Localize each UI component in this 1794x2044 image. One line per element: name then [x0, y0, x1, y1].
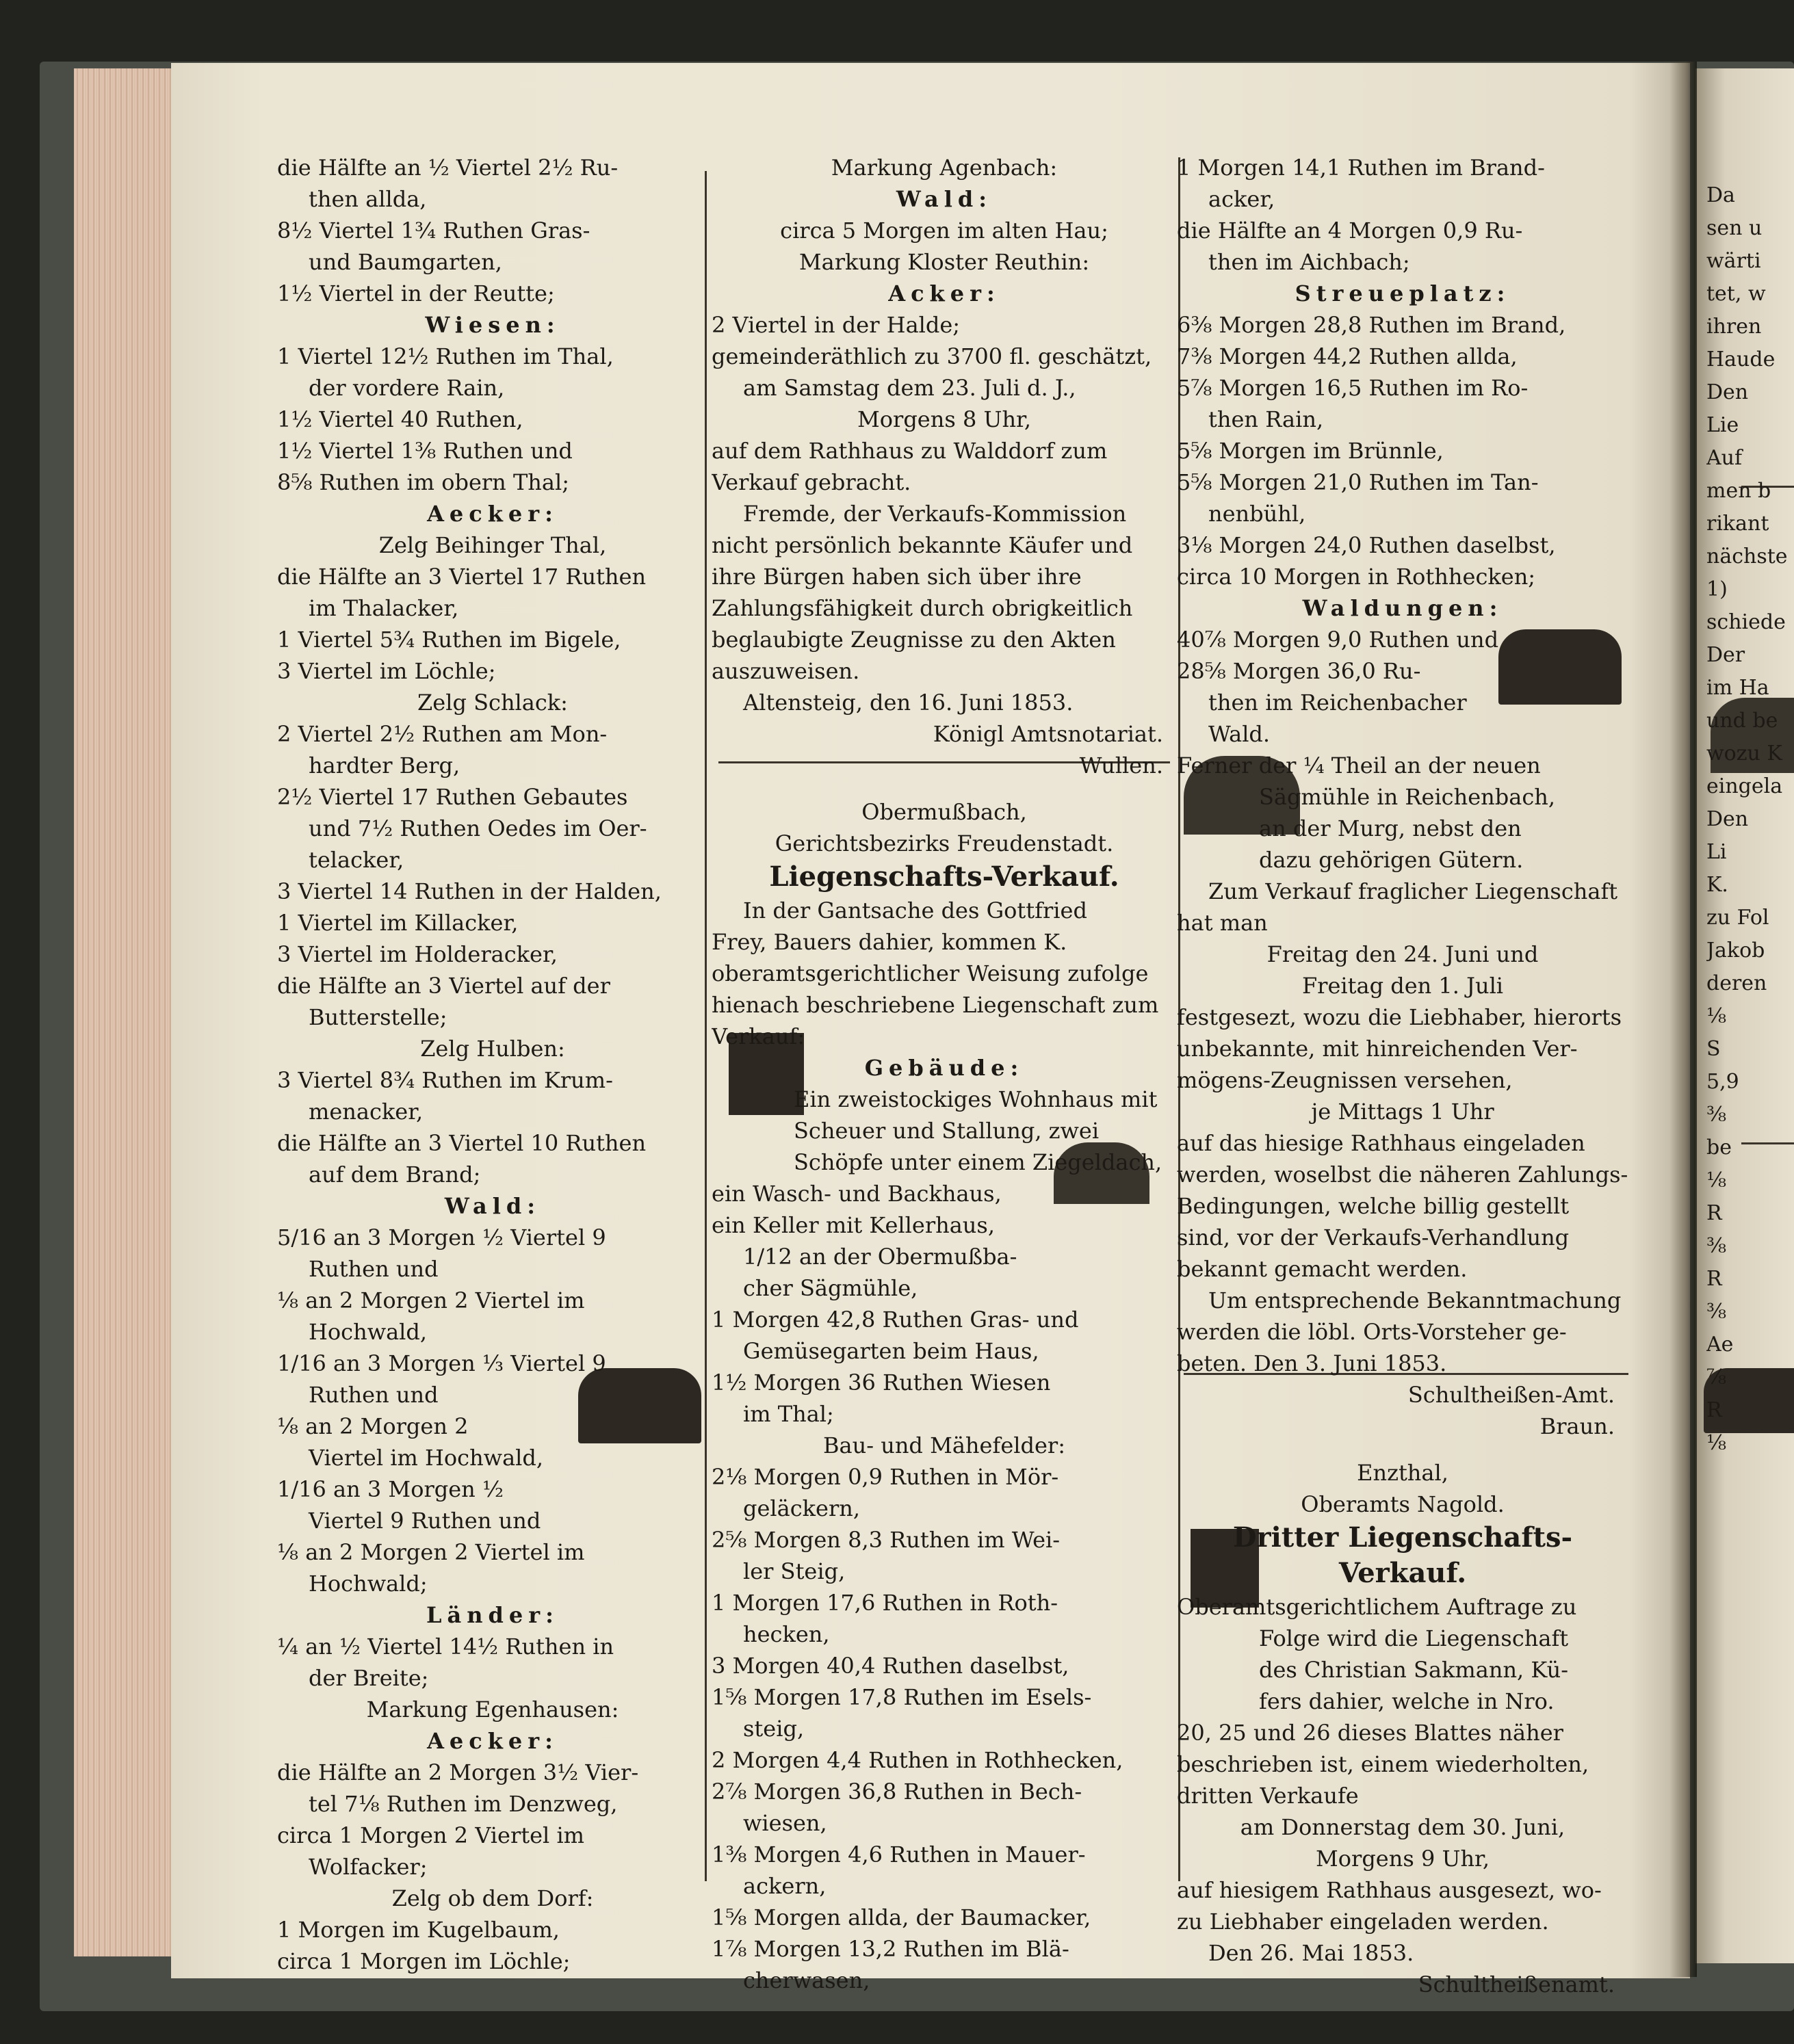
text-line: Lie: [1706, 413, 1739, 437]
text-line: 20, 25 und 26 dieses Blattes näher: [1177, 1720, 1563, 1746]
text-line: Da: [1706, 183, 1735, 207]
text-line: 1 Morgen 42,8 Ruthen Gras- und: [712, 1307, 1079, 1333]
text-line: Zelg ob dem Dorf:: [391, 1885, 594, 1911]
text-line: 5⅝ Morgen 21,0 Ruthen im Tan-: [1177, 469, 1539, 495]
text-line: 2⅞ Morgen 36,8 Ruthen in Bech-: [712, 1779, 1082, 1805]
text-line: S: [1706, 1037, 1721, 1061]
text-line: Aecker:: [427, 501, 558, 527]
text-line: die Hälfte an 4 Morgen 0,9 Ru-: [1177, 218, 1523, 244]
text-line: then Rain,: [1208, 406, 1324, 432]
column-3: [1177, 152, 1628, 2000]
text-line: je Mittags 1 Uhr: [1311, 1099, 1494, 1125]
text-line: Enzthal,: [1357, 1460, 1448, 1486]
text-line: Länder:: [426, 1602, 559, 1628]
text-line: then allda,: [309, 186, 427, 212]
text-line: 1): [1706, 577, 1728, 601]
text-line: Wullen.: [1079, 752, 1163, 778]
text-line: Hochwald,: [309, 1319, 428, 1345]
text-line: 28⅝ Morgen 36,0 Ru-: [1177, 658, 1421, 684]
text-line: be: [1706, 1136, 1732, 1159]
text-line: am Donnerstag dem 30. Juni,: [1240, 1814, 1565, 1840]
text-line: circa 10 Morgen in Rothhecken;: [1177, 564, 1536, 590]
text-line: und Baumgarten,: [309, 249, 502, 275]
text-line: zu Liebhaber eingeladen werden.: [1177, 1909, 1549, 1935]
text-line: ⅜: [1706, 1234, 1727, 1258]
text-line: Auf: [1706, 446, 1743, 470]
text-line: auf hiesigem Rathhaus ausgesezt, wo-: [1177, 1877, 1602, 1903]
text-line: Zelg Schlack:: [417, 690, 568, 716]
text-line: Schultheißen-Amt.: [1407, 1382, 1615, 1408]
text-line: Hochwald;: [309, 1571, 428, 1597]
text-line: schiede: [1706, 610, 1786, 634]
text-line: 1½ Viertel in der Reutte;: [277, 280, 555, 306]
text-line: [1177, 1442, 1628, 1457]
text-line: 2⅝ Morgen 8,3 Ruthen im Wei-: [712, 1527, 1061, 1553]
text-line: Gebäude:: [864, 1055, 1024, 1081]
text-line: circa 1 Morgen 2 Viertel im: [277, 1822, 585, 1848]
text-line: Wald.: [1208, 721, 1271, 747]
text-line: nenbühl,: [1208, 501, 1306, 527]
text-line: Oberamtsgerichtlichem Auftrage zu: [1177, 1594, 1577, 1620]
text-line: Markung Kloster Reuthin:: [798, 249, 1090, 275]
text-line: wiesen,: [743, 1810, 827, 1836]
text-line: Um entsprechende Bekanntmachung: [1208, 1287, 1622, 1313]
text-line: oberamtsgerichtlicher Weisung zufolge: [712, 960, 1149, 986]
text-line: 8½ Viertel 1¾ Ruthen Gras-: [277, 218, 590, 244]
text-line: [712, 781, 1177, 796]
text-line: im Thalacker,: [309, 595, 459, 621]
text-line: Wald:: [896, 186, 993, 212]
text-line: ihren: [1706, 315, 1762, 339]
text-line: dazu gehörigen Gütern.: [1259, 847, 1524, 873]
text-line: zu Fol: [1706, 906, 1769, 930]
text-line: Oberamts Nagold.: [1301, 1491, 1505, 1517]
text-line: 2 Viertel 2½ Ruthen am Mon-: [277, 721, 608, 747]
text-line: circa 1 Morgen im Löchle;: [277, 1948, 571, 1974]
text-line: sind, vor der Verkaufs-Verhandlung: [1177, 1224, 1570, 1250]
text-line: Sägmühle in Reichenbach,: [1259, 784, 1556, 810]
text-line: 1½ Morgen 36 Ruthen Wiesen: [712, 1370, 1051, 1396]
text-line: gemeinderäthlich zu 3700 fl. geschätzt,: [712, 343, 1152, 369]
text-line: Dritter Liegenschafts-: [1232, 1521, 1573, 1554]
text-line: beten. Den 3. Juni 1853.: [1177, 1350, 1447, 1376]
text-line: ⅞: [1706, 1365, 1727, 1389]
text-line: eingela: [1706, 774, 1783, 798]
text-line: Bedingungen, welche billig gestellt: [1177, 1193, 1570, 1219]
text-line: Schöpfe unter einem Ziegeldach,: [794, 1149, 1162, 1175]
text-line: Viertel 9 Ruthen und: [309, 1508, 541, 1534]
text-line: 3 Viertel 14 Ruthen in der Halden,: [277, 878, 662, 904]
text-line: Der: [1706, 643, 1745, 667]
text-line: der vordere Rain,: [309, 375, 505, 401]
text-line: die Hälfte an 3 Viertel 10 Ruthen: [277, 1130, 647, 1156]
text-line: 5⅞ Morgen 16,5 Ruthen im Ro-: [1177, 375, 1529, 401]
text-line: Gerichtsbezirks Freudenstadt.: [775, 830, 1114, 856]
text-line: Li: [1706, 840, 1727, 864]
text-line: Den 26. Mai 1853.: [1208, 1940, 1414, 1966]
text-line: Morgens 8 Uhr,: [857, 406, 1031, 432]
text-line: ⅛: [1706, 1168, 1727, 1192]
text-line: Schultheißenamt.: [1418, 1971, 1615, 1997]
text-line: 2⅛ Morgen 0,9 Ruthen in Mör-: [712, 1464, 1059, 1490]
text-line: im Thal;: [743, 1401, 834, 1427]
text-line: 1 Morgen 14,1 Ruthen im Brand-: [1177, 155, 1545, 181]
text-line: 1 Morgen im Kugelbaum,: [277, 1917, 560, 1943]
text-line: tel 7⅛ Ruthen im Denzweg,: [309, 1791, 618, 1817]
text-line: 1 Viertel im Killacker,: [277, 910, 519, 936]
text-line: deren: [1706, 971, 1767, 995]
text-line: ihre Bürgen haben sich über ihre: [712, 564, 1082, 590]
text-line: ein Keller mit Kellerhaus,: [712, 1212, 995, 1238]
text-line: nicht persönlich bekannte Käufer und: [712, 532, 1133, 558]
text-line: ⅜: [1706, 1300, 1727, 1324]
text-line: 1⅜ Morgen 4,6 Ruthen in Mauer-: [712, 1842, 1086, 1868]
text-line: men b: [1706, 479, 1771, 503]
column-1: [277, 152, 708, 1977]
text-line: In der Gantsache des Gottfried: [743, 897, 1087, 923]
text-line: Königl Amtsnotariat.: [933, 721, 1163, 747]
text-line: 3 Morgen 40,4 Ruthen daselbst,: [712, 1653, 1069, 1679]
text-line: 3 Viertel im Holderacker,: [277, 941, 558, 967]
text-line: Waldungen:: [1302, 595, 1503, 621]
text-line: auf das hiesige Rathhaus eingeladen: [1177, 1130, 1585, 1156]
text-line: Fremde, der Verkaufs-Kommission: [743, 501, 1127, 527]
text-line: 7⅜ Morgen 44,2 Ruthen allda,: [1177, 343, 1518, 369]
text-line: steig,: [743, 1716, 805, 1742]
text-line: 1⅞ Morgen 13,2 Ruthen im Blä-: [712, 1936, 1069, 1962]
text-line: 6⅜ Morgen 28,8 Ruthen im Brand,: [1177, 312, 1566, 338]
text-line: Scheuer und Stallung, zwei: [794, 1118, 1100, 1144]
text-line: Zum Verkauf fraglicher Liegenschaft: [1208, 878, 1618, 904]
text-line: 1½ Viertel 1⅜ Ruthen und: [277, 438, 573, 464]
text-line: Wald:: [444, 1193, 541, 1219]
text-line: geläckern,: [743, 1495, 861, 1521]
text-line: Verkauf gebracht.: [712, 469, 911, 495]
text-line: Jakob: [1706, 939, 1765, 962]
text-line: ackern,: [743, 1873, 827, 1899]
text-line: ⅛ an 2 Morgen 2: [277, 1413, 469, 1439]
text-line: Ruthen und: [309, 1256, 439, 1282]
text-line: hecken,: [743, 1621, 830, 1647]
text-line: Zelg Hulben:: [420, 1036, 565, 1062]
text-line: 1 Viertel 12½ Ruthen im Thal,: [277, 343, 614, 369]
text-line: 5⅝ Morgen im Brünnle,: [1177, 438, 1444, 464]
text-line: Bau- und Mähefelder:: [823, 1432, 1065, 1458]
text-line: Verkauf:: [712, 1023, 805, 1049]
text-line: 1/12 an der Obermußba-: [743, 1244, 1017, 1270]
text-line: beglaubigte Zeugnisse zu den Akten: [712, 627, 1116, 653]
text-line: Freitag den 24. Juni und: [1266, 941, 1539, 967]
book-gutter: [1669, 62, 1697, 1977]
text-line: Den: [1706, 380, 1749, 404]
text-line: Verkauf.: [1338, 1557, 1467, 1589]
text-line: Obermußbach,: [861, 799, 1027, 825]
page-edges: [74, 68, 173, 1956]
text-line: Butterstelle;: [309, 1004, 447, 1030]
facing-page-column: [1706, 179, 1794, 1460]
text-line: Frey, Bauers dahier, kommen K.: [712, 929, 1067, 955]
text-line: mögens-Zeugnissen versehen,: [1177, 1067, 1513, 1093]
text-line: 1⅝ Morgen 17,8 Ruthen im Esels-: [712, 1684, 1092, 1710]
text-line: 3⅛ Morgen 24,0 Ruthen daselbst,: [1177, 532, 1556, 558]
text-line: fers dahier, welche in Nro.: [1259, 1688, 1555, 1714]
text-line: unbekannte, mit hinreichenden Ver-: [1177, 1036, 1578, 1062]
text-line: 1 Viertel 5¾ Ruthen im Bigele,: [277, 627, 621, 653]
text-line: die Hälfte an 3 Viertel 17 Ruthen: [277, 564, 647, 590]
text-line: 2 Viertel in der Halde;: [712, 312, 961, 338]
text-line: 1/16 an 3 Morgen ⅓ Viertel 9: [277, 1350, 606, 1376]
text-line: Freitag den 1. Juli: [1301, 973, 1504, 999]
text-line: die Hälfte an 3 Viertel auf der: [277, 973, 610, 999]
text-line: sen u: [1706, 216, 1763, 240]
text-line: 5,9: [1706, 1070, 1739, 1094]
text-line: ⅛ an 2 Morgen 2 Viertel im: [277, 1287, 585, 1313]
text-line: werden die löbl. Orts-Vorsteher ge-: [1177, 1319, 1567, 1345]
text-line: cherwasen,: [743, 1967, 870, 1993]
text-line: Wiesen:: [425, 312, 560, 338]
text-line: dritten Verkaufe: [1177, 1783, 1359, 1809]
text-line: 3 Viertel im Löchle;: [277, 658, 496, 684]
text-line: Viertel im Hochwald,: [309, 1445, 544, 1471]
text-line: auszuweisen.: [712, 658, 860, 684]
text-line: 1⅝ Morgen allda, der Baumacker,: [712, 1904, 1091, 1930]
text-line: wozu K: [1706, 742, 1782, 765]
text-line: 1 Morgen 17,6 Ruthen in Roth-: [712, 1590, 1058, 1616]
text-line: telacker,: [309, 847, 404, 873]
text-line: des Christian Sakmann, Kü-: [1259, 1657, 1569, 1683]
text-line: ¼ an ½ Viertel 14½ Ruthen in: [277, 1634, 614, 1660]
text-line: 3 Viertel 8¾ Ruthen im Krum-: [277, 1067, 613, 1093]
text-line: Ae: [1706, 1333, 1734, 1357]
text-line: festgesezt, wozu die Liebhaber, hierorts: [1177, 1004, 1622, 1030]
text-line: 8⅝ Ruthen im obern Thal;: [277, 469, 569, 495]
text-line: Folge wird die Liegenschaft: [1259, 1625, 1569, 1651]
text-line: 1/16 an 3 Morgen ½: [277, 1476, 504, 1502]
text-line: Morgens 9 Uhr,: [1315, 1846, 1490, 1872]
text-line: nächste: [1706, 545, 1788, 568]
text-line: beschrieben ist, einem wiederholten,: [1177, 1751, 1589, 1777]
text-line: then im Reichenbacher: [1208, 690, 1467, 716]
text-line: tet, w: [1706, 282, 1766, 306]
text-line: Wolfacker;: [309, 1854, 428, 1880]
text-line: auf dem Rathhaus zu Walddorf zum: [712, 438, 1108, 464]
text-line: hienach beschriebene Liegenschaft zum: [712, 992, 1159, 1018]
text-line: Altensteig, den 16. Juni 1853.: [743, 690, 1074, 716]
text-line: circa 5 Morgen im alten Hau;: [780, 218, 1108, 244]
text-line: Streueplatz:: [1295, 280, 1511, 306]
text-line: bekannt gemacht werden.: [1177, 1256, 1468, 1282]
text-line: Zahlungsfähigkeit durch obrigkeitlich: [712, 595, 1133, 621]
text-line: Aecker:: [427, 1728, 558, 1754]
text-line: ⅜: [1706, 1103, 1727, 1127]
column-2: [712, 152, 1177, 1996]
text-line: then im Aichbach;: [1208, 249, 1410, 275]
text-line: Braun.: [1539, 1413, 1615, 1439]
text-line: R: [1706, 1267, 1722, 1291]
text-line: ler Steig,: [743, 1558, 846, 1584]
text-line: acker,: [1208, 186, 1275, 212]
text-line: 2 Morgen 4,4 Ruthen in Rothhecken,: [712, 1747, 1123, 1773]
text-line: ⅛: [1706, 1431, 1727, 1455]
text-line: am Samstag dem 23. Juli d. J.,: [743, 375, 1076, 401]
text-line: 2½ Viertel 17 Ruthen Gebautes: [277, 784, 628, 810]
text-line: und 7½ Ruthen Oedes im Oer-: [309, 815, 647, 841]
text-line: cher Sägmühle,: [743, 1275, 918, 1301]
text-line: Den: [1706, 807, 1749, 831]
text-line: 5/16 an 3 Morgen ½ Viertel 9: [277, 1224, 606, 1250]
text-line: werden, woselbst die näheren Zahlungs-: [1177, 1162, 1628, 1188]
text-line: R: [1706, 1398, 1722, 1422]
text-line: Gemüsegarten beim Haus,: [743, 1338, 1039, 1364]
text-line: menacker,: [309, 1099, 424, 1125]
text-line: Acker:: [888, 280, 1000, 306]
text-line: R: [1706, 1201, 1722, 1225]
text-line: Haude: [1706, 348, 1776, 371]
text-line: rikant: [1706, 512, 1769, 536]
text-line: hat man: [1177, 910, 1268, 936]
text-line: ⅛: [1706, 1004, 1727, 1028]
text-line: Liegenschafts-Verkauf.: [769, 861, 1119, 893]
text-line: Markung Egenhausen:: [366, 1696, 619, 1722]
text-line: ein Wasch- und Backhaus,: [712, 1181, 1002, 1207]
text-line: Markung Agenbach:: [831, 155, 1058, 181]
text-line: an der Murg, nebst den: [1259, 815, 1522, 841]
text-line: 40⅞ Morgen 9,0 Ruthen und: [1177, 627, 1499, 653]
text-line: 1½ Viertel 40 Ruthen,: [277, 406, 523, 432]
text-line: auf dem Brand;: [309, 1162, 481, 1188]
text-line: Ferner der ¼ Theil an der neuen: [1177, 752, 1541, 778]
text-line: der Breite;: [309, 1665, 429, 1691]
text-line: Zelg Beihinger Thal,: [378, 532, 607, 558]
text-line: die Hälfte an ½ Viertel 2½ Ru-: [277, 155, 619, 181]
text-line: im Ha: [1706, 676, 1769, 700]
text-line: wärti: [1706, 249, 1761, 273]
text-line: Ein zweistockiges Wohnhaus mit: [794, 1086, 1158, 1112]
text-line: K.: [1706, 873, 1728, 897]
text-line: die Hälfte an 2 Morgen 3½ Vier-: [277, 1759, 639, 1785]
text-line: und be: [1706, 709, 1778, 733]
text-line: Ruthen und: [309, 1382, 439, 1408]
text-line: hardter Berg,: [309, 752, 460, 778]
text-line: ⅛ an 2 Morgen 2 Viertel im: [277, 1539, 585, 1565]
